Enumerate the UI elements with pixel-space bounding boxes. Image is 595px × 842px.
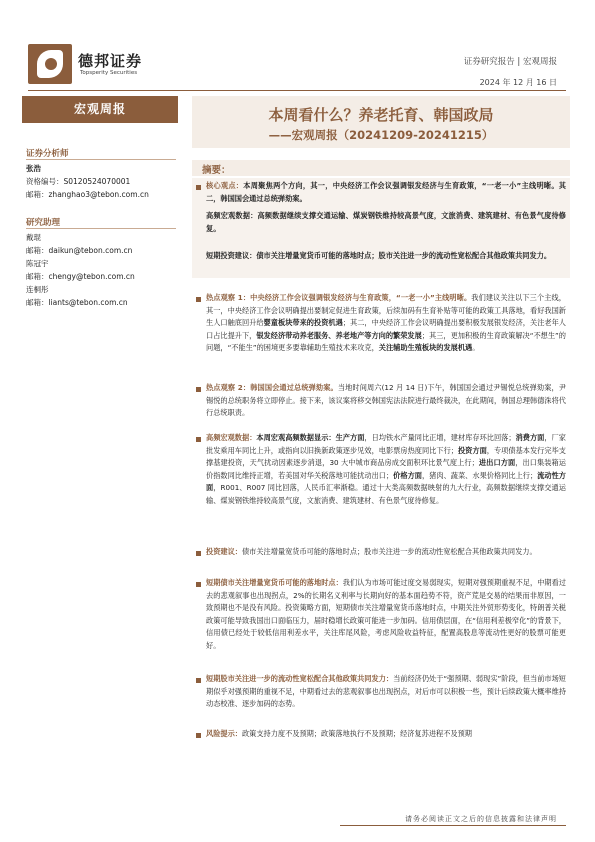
- assistant-name: 戴琨: [26, 233, 41, 242]
- bond-outlook: 短期债市关注增量宽货币可能的落地时点：我们认为市场可能过度交易弱现实，短期对强预期重视不足，中期看过去的悲观叙事也出现拐点，2%的长期名义利率与长期向好的基本面趋势不符，资产荒是交易的结果而非原因，一致预期也不是没有风险。投资策略方面，短期债市关注增量宽货币落地时点，中期关注外贸形势变化，特朗普关税政策可能导致我国出口面临压力，届时稳增长政策可能进一步加码。信用债层面，在“信用利差极窄化”的背景下，信用债已经处于较低信用利差水平，关注库尾风险，考虑风险收益特征，配置高股息等流动性更好的股票可能更好。: [206, 578, 566, 650]
- equity-outlook: 短期股市关注进一步的流动性宽松配合其他政策共同发力：当前经济仍处于“强预期、弱现实”阶段，但当前市场短期似乎对强预期的重视不足，中期看过去的悲观叙事也出现拐点，对后市可以积极一些，预计后续政策大概率维持动态校准、逐步加码的态势。: [206, 674, 566, 709]
- risk-warning: 风险提示：政策支持力度不及预期；政策落地执行不及预期；经济复苏进程不及预期: [206, 729, 472, 738]
- brand-name-en: Topsperity Securities: [80, 70, 138, 76]
- analyst-block: [26, 162, 149, 201]
- bullet-icon: [196, 582, 201, 587]
- analyst-heading: 证券分析师: [26, 149, 69, 159]
- page-title: 本周看什么？养老托育、韩国政局: [268, 106, 494, 124]
- analyst-email[interactable]: 邮箱：zhanghao3@tebon.com.cn: [26, 190, 149, 199]
- bullet-icon: [196, 297, 201, 302]
- invest-advice: 投资建议：债市关注增量宽货币可能的落地时点；股市关注进一步的流动性宽松配合其他政策共同发力。: [206, 547, 537, 556]
- bullet-icon: [196, 185, 201, 190]
- report-date: 2024 年 12 月 16 日: [479, 78, 557, 87]
- bullet-icon: [196, 733, 201, 738]
- brand-logo: [28, 44, 72, 84]
- footer-disclaimer: 请务必阅读正文之后的信息披露和法律声明: [405, 815, 557, 823]
- assistant-email[interactable]: 邮箱：chengy@tebon.com.cn: [26, 272, 135, 281]
- assistant-email[interactable]: 邮箱：liants@tebon.com.cn: [26, 298, 128, 307]
- bullet-icon: [196, 551, 201, 556]
- page-subtitle: ——宏观周报（20241209-20241215）: [268, 128, 494, 142]
- brand-name: 德邦证券: [78, 52, 143, 70]
- assistant-name: 陈冠宇: [26, 259, 49, 268]
- header-divider: [28, 90, 566, 91]
- logo-dot-icon: [45, 58, 57, 70]
- summary-header: [192, 160, 570, 176]
- hot-topic-2: 热点观察 2：韩国国会通过总统弹劾案。当地时间周六(12 月 14 日)下午，韩国国会通过尹锡悦总统弹劾案，尹锡悦的总统职务将立即停止。接下来，该议案将移交韩国宪法法院进行最终裁决，在此期间，韩国总理韩德洙将代行总统职责。: [206, 383, 566, 418]
- hot-topic-1: 热点观察 1：中央经济工作会议强调银发经济与生育政策，“一老一小”主线明晰。我们建议关注以下三个主线，其一，中央经济工作会议明确提出要制定促进生育政策，后续加码有生育补贴等可能的政策工具落地，看好我国新生人口触底回升给婴童板块带来的投资机遇；其二，中央经济工作会议明确提出要积极发展银发经济，关注老年人口占比提升下，银发经济带动养老服务、养老地产等方向的繁荣发展；其三，更加积极的生育政策解决“不想生”的问题，“不能生”的困境更多要靠辅助生殖技术来攻克，关注辅助生殖板块的发展机遇。: [206, 293, 566, 353]
- assistant-name: 连桐彤: [26, 285, 49, 294]
- summary-invest: 短期投资建议：债市关注增量宽货币可能的落地时点；股市关注进一步的流动性宽松配合其他政策共同发力。: [206, 251, 552, 260]
- assistants-block: [26, 231, 135, 309]
- analyst-license: 资格编号：S0120524070001: [26, 177, 131, 186]
- analyst-divider: [26, 159, 176, 160]
- report-category-tag: 宏观周报: [22, 96, 178, 123]
- footer-divider: [340, 825, 566, 826]
- bullet-icon: [196, 437, 201, 442]
- summary-highfreq: 高频宏观数据：高频数据继续支撑交通运输、煤炭钢铁维持较高景气度，文旅消费、建筑建材、有色景气度待修复。: [206, 211, 566, 233]
- bullet-icon: [196, 678, 201, 683]
- highfreq-data: 高频宏观数据：本周宏观高频数据显示：生产方面，日均铁水产量同比正增，建材库存环比回落；消费方面，厂家批发乘用车同比上升，或指向以旧换新政策逐步见效，电影票房热度同比下行；投资方面，专项债基本发行完毕支撑基建投资，天气扰动因素逐步消退，30 大中城市商品房成交面积环比景气度上行；进出口方面，出口集装箱运价指数同比维持正增，若美国对华关税落地可能扰动出口；价格方面，猪肉、蔬菜、水果价格同比上行；流动性方面，R001、R007 同比回落，人民币汇率渐稳。通过十大类高频数据映射的九大行业，高频数据继续支撑交通运输、煤炭钢铁维持较高景气度，文旅消费、建筑建材、有色景气度待修复。: [206, 433, 566, 505]
- summary-core: 核心观点：本周聚焦两个方向，其一，中央经济工作会议强调银发经济与生育政策，“一老一小”主线明晰。其二，韩国国会通过总统弹劾案。: [206, 181, 566, 203]
- assistants-divider: [26, 228, 176, 229]
- analyst-name: 张浩: [26, 164, 41, 173]
- assistants-heading: 研究助理: [26, 218, 61, 228]
- summary-heading: 摘要：: [202, 165, 231, 176]
- report-type: 证券研究报告 | 宏观周报: [463, 57, 557, 67]
- assistant-email[interactable]: 邮箱：daikun@tebon.com.cn: [26, 246, 133, 255]
- bullet-icon: [196, 387, 201, 392]
